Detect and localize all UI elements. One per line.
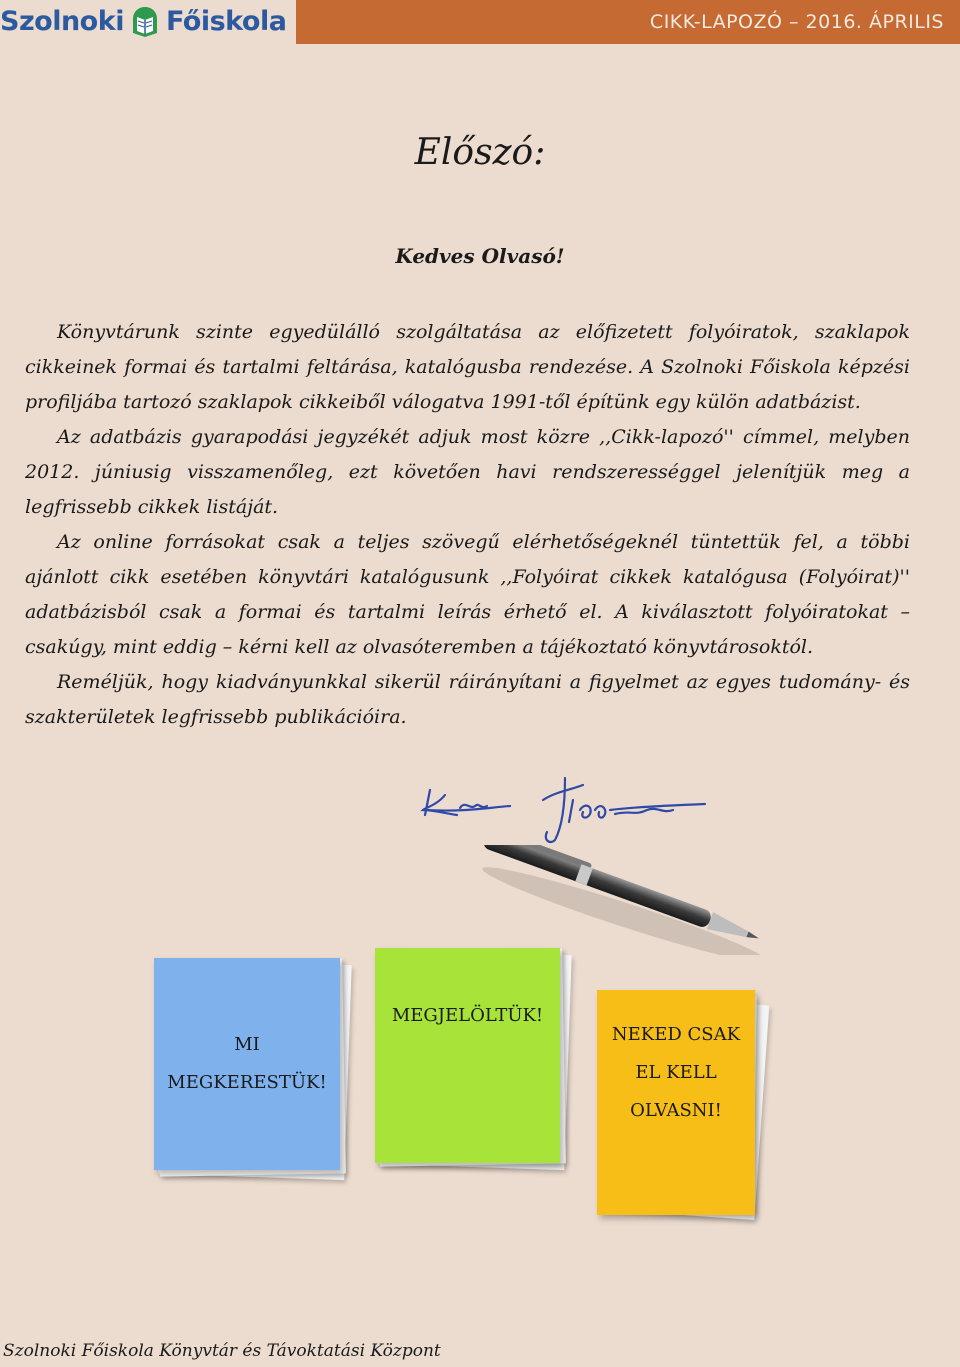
logo-text-left: Szolnoki: [0, 5, 124, 37]
paragraph-1: Könyvtárunk szinte egyedülálló szolgáltatása az előfizetett folyóiratok, szaklapok cikkeinek formai és tartalmi feltárása, katalógusba rendezése. A Szolnoki Főiskola képzési profiljába tartozó szaklapok cikkeiből válogatva 1991-től építünk egy külön adatbázist.: [25, 321, 910, 413]
header-bar: [296, 0, 960, 44]
issue-label: CIKK-LAPOZÓ – 2016. ÁPRILIS: [649, 11, 944, 33]
note-text-blue: MI MEGKERESTÜK!: [167, 1034, 327, 1093]
college-logo: [0, 0, 296, 42]
paragraph-4: Reméljük, hogy kiadványunkkal sikerül ráirányítani a figyelmet az egyes tudomány- és szakterületek legfrissebb publikációira.: [25, 671, 910, 728]
footer: Szolnoki Főiskola Könyvtár és Távoktatási Központ: [3, 1341, 441, 1361]
logo-text-right: Főiskola: [165, 5, 287, 37]
pen-image: [455, 845, 785, 955]
book-emblem-icon: [128, 3, 162, 39]
note-text-yellow: NEKED CSAK EL KELL OLVASNI!: [611, 1023, 741, 1121]
page-title: Előszó:: [414, 132, 546, 173]
foreword-body: [25, 315, 910, 735]
paragraph-3: Az online forrásokat csak a teljes szövegű elérhetőségeknél tüntettük fel, a többi ajánlott cikk esetében könyvtári katalógusunk ,,Folyóirat cikkek katalógusa (Folyóirat)'' adatbázisból csak a formai és tartalmi leírás érhető el. A kiválasztott folyóiratokat – csakúgy, mint eddig – kérni kell az olvasóteremben a tájékoztató könyvtárosoktól.: [25, 531, 910, 658]
paragraph-2: Az adatbázis gyarapodási jegyzékét adjuk most közre ,,Cikk-lapozó'' címmel, melyben 2012. júniusig visszamenőleg, ezt követően havi rendszerességgel jelenítjük meg a legfrissebb cikkek listáját.: [25, 426, 910, 518]
greeting: Kedves Olvasó!: [395, 244, 565, 268]
note-text-green: MEGJELÖLTÜK!: [391, 1004, 544, 1026]
handwritten-signature: [415, 770, 715, 850]
